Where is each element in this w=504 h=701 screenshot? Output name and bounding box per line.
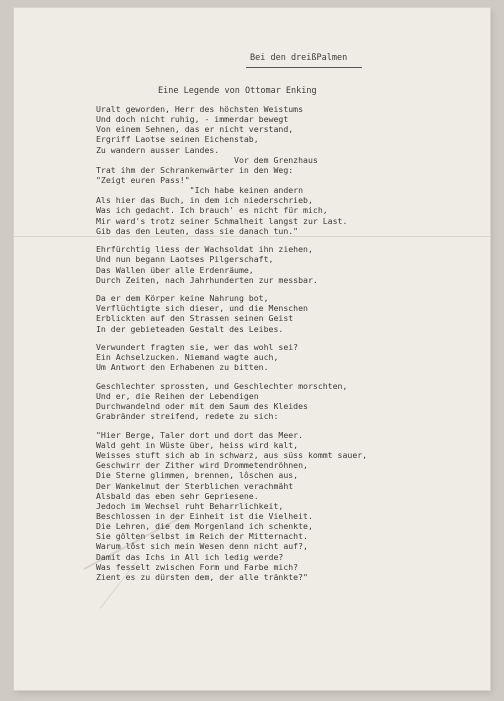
poem-line: Trat ihm der Schrankenwärter in den Weg: bbox=[96, 164, 294, 175]
poem-line: Geschwirr der Zither wird Drommetendröhnen, bbox=[96, 460, 308, 471]
poem-line: Zu wandern ausser Landes. bbox=[96, 144, 220, 155]
paper-sheet bbox=[14, 8, 490, 690]
poem-line: Was ich gedacht. Ich brauch' es nicht für mich, bbox=[96, 205, 328, 216]
poem-line: Und er, die Reihen der Lebendigen bbox=[96, 391, 259, 402]
poem-line: "Ich habe keinen andern bbox=[96, 185, 304, 196]
poem-line: Von einem Sehnen, das er nicht verstand, bbox=[96, 124, 294, 135]
poem-line: Um Antwort den Erhabenen zu bitten. bbox=[96, 362, 269, 373]
poem-line: Jedoch im Wechsel ruht Beharrlichkeit, bbox=[96, 500, 284, 511]
poem-line: Zient es zu dürsten dem, der alle tränkte?" bbox=[96, 571, 308, 582]
poem-line: "Hier Berge, Taler dort und dort das Meer. bbox=[96, 429, 304, 440]
poem-line: Vor dem Grenzhaus bbox=[96, 154, 318, 165]
poem-line: Und doch nicht ruhig, - immerdar bewegt bbox=[96, 114, 289, 125]
poem-line: Erblickten auf den Strassen seinen Geist bbox=[96, 313, 294, 324]
stanza bbox=[96, 244, 367, 285]
poem-subtitle: Eine Legende von Ottomar Enking bbox=[158, 86, 317, 96]
stanza-gap bbox=[96, 373, 367, 381]
poem-line: Weisses stuft sich ab in schwarz, aus süss kommt sauer, bbox=[96, 450, 368, 461]
stanza bbox=[96, 342, 367, 372]
stanza bbox=[96, 104, 367, 236]
poem-line: Beschlossen in der Einheit ist die Vielheit. bbox=[96, 511, 313, 522]
poem-line: Die Lehren, die dem Morgenland ich schenkte, bbox=[96, 521, 313, 532]
stanza bbox=[96, 430, 367, 582]
poem-body bbox=[96, 104, 367, 582]
poem-line: Damit das Ichs in All ich ledig werde? bbox=[96, 551, 284, 562]
poem-line: Was fesselt zwischen Form und Farbe mich? bbox=[96, 561, 299, 572]
poem-line: Ehrfürchtig liess der Wachsoldat ihn ziehen, bbox=[96, 244, 313, 255]
poem-line: Ein Achselzucken. Niemand wagte auch, bbox=[96, 352, 279, 363]
poem-line: Grabränder streifend, redete zu sich: bbox=[96, 411, 279, 422]
poem-line: Als hier das Buch, in dem ich niederschrieb, bbox=[96, 195, 313, 206]
poem-line: Uralt geworden, Herr des höchsten Weistums bbox=[96, 104, 304, 114]
stanza bbox=[96, 293, 367, 334]
poem-line: Verwundert fragten sie, wer das wohl sei? bbox=[96, 342, 299, 353]
stanza-gap bbox=[96, 236, 367, 244]
poem-line: Durchwandelnd oder mit dem Saum des Kleides bbox=[96, 401, 308, 412]
poem-line: "Zeigt euren Pass!" bbox=[96, 174, 190, 185]
stanza-gap bbox=[96, 285, 367, 293]
poem-line: Verflüchtigte sich dieser, und die Menschen bbox=[96, 303, 308, 314]
poem-line: Der Wankelmut der Sterblichen verachmäht bbox=[96, 480, 294, 491]
poem-line: Das Wallen über alle Erdenräume, bbox=[96, 264, 254, 275]
poem-line: Ergriff Laotse seinen Eichenstab, bbox=[96, 134, 259, 145]
poem-title: Bei den dreißPalmen bbox=[250, 53, 348, 63]
poem-line: In der gebieteaden Gestalt des Leibes. bbox=[96, 323, 284, 334]
poem-line: Warum lôst sich mein Wesen denn nicht auf?, bbox=[96, 541, 308, 552]
stanza-gap bbox=[96, 334, 367, 342]
poem-line: Durch Zeiten, nach Jahrhunderten zur messbar. bbox=[96, 274, 318, 285]
poem-line: Sie gölten selbst im Reich der Mitternacht. bbox=[96, 531, 308, 542]
poem-line: Die Sterne glimmen, brennen, lôschen aus, bbox=[96, 470, 299, 481]
poem-line: Mir ward's trotz seiner Schmalheit langst zur Last. bbox=[96, 215, 348, 226]
title-underline bbox=[246, 67, 362, 68]
poem-line: Geschlechter sprossten, und Geschlechter morschten, bbox=[96, 380, 348, 391]
poem-line: Und nun begann Laotses Pilgerschaft, bbox=[96, 254, 274, 265]
poem-line: Gib das den Leuten, dass sie danach tun." bbox=[96, 225, 299, 236]
poem-line: Wald geht in Wüste über, heiss wird kalt, bbox=[96, 440, 299, 451]
stanza-gap bbox=[96, 422, 367, 430]
stanza bbox=[96, 381, 367, 422]
poem-line: Alsbald das eben sehr Gepriesene. bbox=[96, 490, 259, 501]
poem-line: Da er dem Körper keine Nahrung bot, bbox=[96, 293, 269, 304]
